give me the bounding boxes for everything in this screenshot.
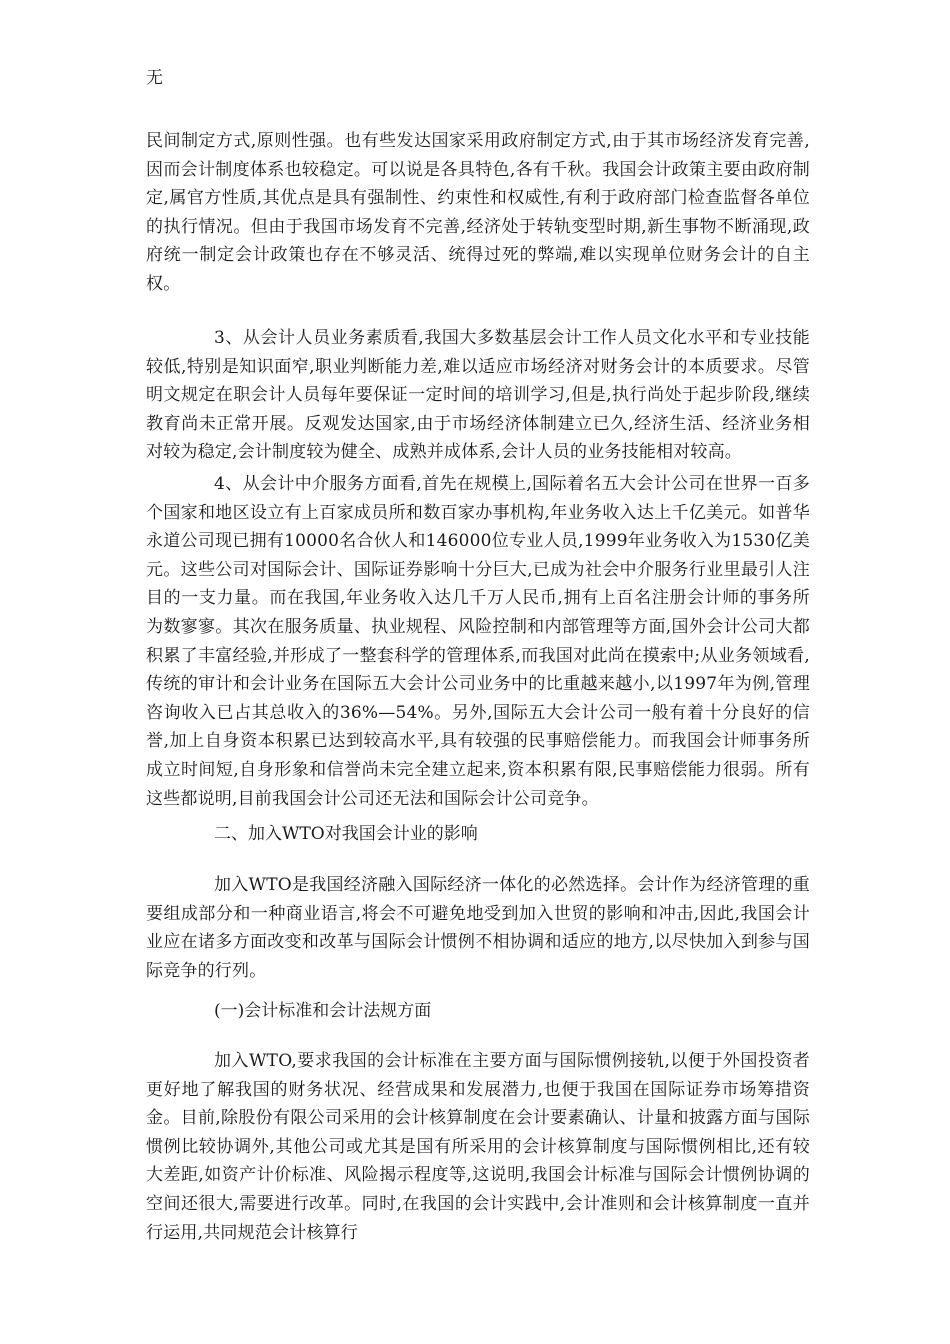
paragraph-intermediary-services: 4、从会计中介服务方面看,首先在规模上,国际着名五大会计公司在世界一百多个国家和地区设立有上百家成员所和数百家办事机构,年业务收入达上千亿美元。如普华永道公司现已拥有10000名合伙人和146000位专业人员,1999年业务收入为1530亿美元。这些公司对国际会计、国际证券影响十分巨大,已成为社会中介服务行业里最引人注目的一支力量。而在我国,年业务收入达几千万人民币,拥有上百名注册会计师的事务所为数寥寥。其次在服务质量、执业规程、风险控制和内部管理等方面,国外会计公司大都积累了丰富经验,并形成了一整套科学的管理体系,而我国对此尚在摸索中;从业务领域看,传统的审计和会计业务在国际五大会计公司业务中的比重越来越小,以1997年为例,管理咨询收入已占其总收入的36%—54%。另外,国际五大会计公司一般有着十分良好的信誉,加上自身资本积累已达到较高水平,具有较强的民事赔偿能力。而我国会计师事务所成立时间短,自身形象和信誉尚未完全建立起来,资本积累有限,民事赔偿能力很弱。所有这些都说明,目前我国会计公司还无法和国际会计公司竞争。 <box>146 474 810 809</box>
section-heading-wto-impact: 二、加入WTO对我国会计业的影响 <box>214 824 478 844</box>
paragraph-wto-choice: 加入WTO是我国经济融入国际经济一体化的必然选择。会计作为经济管理的重要组成部分和一种商业语言,将会不可避免地受到加入世贸的影响和冲击,因此,我国会计业应在诸多方面改变和改革与国际会计惯例不相协调和适应的地方,以尽快加入到参与国际竞争的行列。 <box>146 875 810 981</box>
paragraph-government-policy: 民间制定方式,原则性强。也有些发达国家采用政府制定方式,由于其市场经济发育完善,因而会计制度体系也较稳定。可以说是各具特色,各有千秋。我国会计政策主要由政府制定,属官方性质,其优点是具有强制性、约束性和权威性,有利于政府部门检查监督各单位的执行情况。但由于我国市场发育不完善,经济处于转轨变型时期,新生事物不断涌现,政府统一制定会计政策也存在不够灵活、统得过死的弊端,难以实现单位财务会计的自主权。 <box>146 131 810 294</box>
page-header: 无 <box>146 68 163 88</box>
subsection-heading-standards: (一)会计标准和会计法规方面 <box>214 1001 432 1021</box>
paragraph-staff-quality: 3、从会计人员业务素质看,我国大多数基层会计工作人员文化水平和专业技能较低,特别是知识面窄,职业判断能力差,难以适应市场经济对财务会计的本质要求。尽管明文规定在职会计人员每年要保证一定时间的培训学习,但是,执行尚处于起步阶段,继续教育尚未正常开展。反观发达国家,由于市场经济体制建立已久,经济生活、经济业务相对较为稳定,会计制度较为健全、成熟并成体系,会计人员的业务技能相对较高。 <box>146 328 810 463</box>
paragraph-standards: 加入WTO,要求我国的会计标准在主要方面与国际惯例接轨,以便于外国投资者更好地了解我国的财务状况、经营成果和发展潜力,也便于我国在国际证券市场筹措资金。目前,除股份有限公司采用的会计核算制度在会计要素确认、计量和披露方面与国际惯例比较协调外,其他公司或尤其是国有所采用的会计核算制度与国际惯例相比,还有较大差距,如资产计价标准、风险揭示程度等,这说明,我国会计标准与国际会计惯例协调的空间还很大,需要进行改革。同时,在我国的会计实践中,会计准则和会计核算制度一直并行运用,共同规范会计核算行 <box>146 1051 810 1243</box>
